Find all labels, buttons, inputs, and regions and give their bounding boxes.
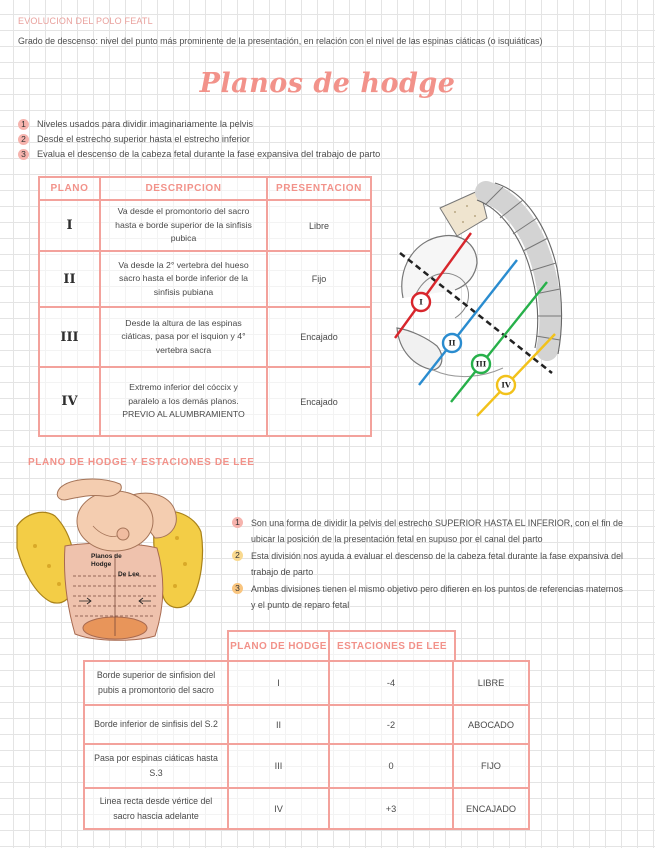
plane-line-iv bbox=[477, 334, 555, 416]
ilium-outline bbox=[402, 236, 477, 298]
plano-cell: I bbox=[40, 201, 101, 252]
list-item-text: Esta división nos ayuda a evaluar el descenso de la cabeza fetal durante la fase expansiva del trabajo de parto bbox=[251, 551, 624, 577]
pelvis-bones bbox=[397, 183, 562, 377]
list-item-text: Evalua el descenso de la cabeza fetal durante la fase expansiva del trabajo de parto bbox=[37, 149, 381, 159]
lee-cell: +3 bbox=[330, 789, 454, 828]
list-item bbox=[18, 132, 438, 147]
pelvic-floor-curve bbox=[433, 368, 503, 377]
hodge-lee-table bbox=[83, 660, 530, 830]
header-plano: PLANO bbox=[40, 178, 101, 201]
hodge-cell: I bbox=[229, 662, 330, 706]
plane-label-iii: III bbox=[475, 359, 487, 369]
bone-dot bbox=[33, 544, 37, 548]
fetal-ear bbox=[117, 528, 129, 540]
plane-label-i: I bbox=[419, 297, 423, 307]
hodge-illustration-label: Planos de Hodge bbox=[91, 553, 122, 568]
list-item bbox=[18, 117, 438, 132]
hodge-lee-table-header bbox=[227, 630, 456, 661]
presentacion-cell: Encajado bbox=[300, 396, 338, 407]
descripcion-cell: Va desde el promontorio del sacro hasta e borde superior de la sinfisis pubica bbox=[101, 201, 268, 252]
bone-dot bbox=[47, 564, 51, 568]
header-plano-de-hodge: PLANO DE HODGE bbox=[229, 632, 330, 661]
bone-dot bbox=[173, 584, 177, 588]
list-number: 1 bbox=[18, 119, 29, 130]
section-heading: PLANO DE HODGE Y ESTACIONES DE LEE bbox=[28, 457, 255, 468]
state-cell: FIJO bbox=[454, 745, 528, 789]
hodge-cell: III bbox=[229, 745, 330, 789]
list-item-text: Desde el estrecho superior hasta el estrecho inferior bbox=[37, 134, 250, 144]
lee-cell: 0 bbox=[330, 745, 454, 789]
list-item-text: Son una forma de dividir la pelvis del estrecho SUPERIOR HASTA EL INFERIOR, con el fin de ubicar la posición de la presentación fetal en supuso por el canal del parto bbox=[251, 518, 623, 544]
intro-list bbox=[18, 117, 438, 162]
bone-dot bbox=[183, 562, 187, 566]
descripcion-cell: Va desde la 2° vertebra del hueso sacro hasta el borde inferior de la sinfisis pubiana bbox=[101, 252, 268, 308]
presentacion-cell: Libre bbox=[268, 201, 370, 252]
topic-heading: EVOLUCION DEL POLO FEATL bbox=[18, 16, 153, 26]
presentacion-cell: Fijo bbox=[268, 252, 370, 308]
page-title: Planos de hodge bbox=[199, 68, 456, 99]
reference-cell: Borde superior de sinfision del pubis a promontorio del sacro bbox=[85, 662, 229, 706]
comparison-list bbox=[232, 515, 627, 614]
sacrum-column bbox=[486, 192, 551, 350]
list-item bbox=[232, 581, 627, 613]
lee-cell: -4 bbox=[330, 662, 454, 706]
state-cell: ABOCADO bbox=[454, 706, 528, 745]
list-item-text: Niveles usados para dividir imaginariamente la pelvis bbox=[37, 119, 254, 129]
fetal-head bbox=[77, 491, 153, 551]
tissue-dot bbox=[474, 215, 476, 217]
hodge-cell: II bbox=[229, 706, 330, 745]
list-number: 3 bbox=[18, 149, 29, 160]
tissue-dot bbox=[466, 205, 468, 207]
list-item bbox=[232, 515, 627, 547]
header-presentacion: PRESENTACION bbox=[268, 178, 370, 201]
list-number: 2 bbox=[18, 134, 29, 145]
plane-label-ii: II bbox=[448, 338, 456, 348]
state-cell: LIBRE bbox=[454, 662, 528, 706]
list-item bbox=[18, 147, 438, 162]
reference-cell: Pasa por espinas ciáticas hasta S.3 bbox=[85, 745, 229, 789]
plano-cell: II bbox=[40, 252, 101, 308]
list-item bbox=[232, 548, 627, 580]
descent-definition: Grado de descenso: nivel del punto más prominente de la presentación, en relación con el nivel de las espinas ciáticas (o isquiáticas) bbox=[18, 36, 543, 46]
descripcion-cell: Extremo inferior del cóccix y paralelo a los demás planos. PREVIO AL ALUMBRAMIENTO bbox=[101, 368, 268, 435]
plano-cell: III bbox=[40, 308, 101, 368]
bone-dot bbox=[175, 536, 179, 540]
tissue-dot bbox=[462, 221, 464, 223]
tissue-dot bbox=[454, 211, 456, 213]
lee-cell: -2 bbox=[330, 706, 454, 745]
reference-cell: Borde inferior de sinfisis del S.2 bbox=[85, 706, 229, 745]
plane-label-iv: IV bbox=[501, 380, 511, 390]
bone-dot bbox=[57, 582, 61, 586]
list-number: 1 bbox=[232, 517, 243, 528]
hodge-planes-table bbox=[38, 176, 372, 437]
list-item-text: Ambas divisiones tienen el mismo objetivo pero difieren en los puntos de referencias maternos y el punto de reparo fetal bbox=[251, 584, 623, 610]
reference-cell: Linea recta desde vértice del sacro hascia adelante bbox=[85, 789, 229, 828]
descripcion-cell: Desde la altura de las espinas ciáticas, pasa por el isquion y 4° vertebra sacra bbox=[101, 308, 268, 368]
header-estaciones-de-lee: ESTACIONES DE LEE bbox=[337, 641, 447, 652]
pelvis-planes-diagram bbox=[385, 178, 565, 423]
plano-cell: IV bbox=[40, 368, 101, 435]
list-number: 2 bbox=[232, 550, 243, 561]
state-cell: ENCAJADO bbox=[465, 803, 517, 814]
presentacion-cell: Encajado bbox=[268, 308, 370, 368]
header-descripcion: DESCRIPCION bbox=[101, 178, 268, 201]
hodge-cell: IV bbox=[229, 789, 330, 828]
list-number: 3 bbox=[232, 583, 243, 594]
lee-illustration-label: De Lee bbox=[118, 571, 140, 578]
